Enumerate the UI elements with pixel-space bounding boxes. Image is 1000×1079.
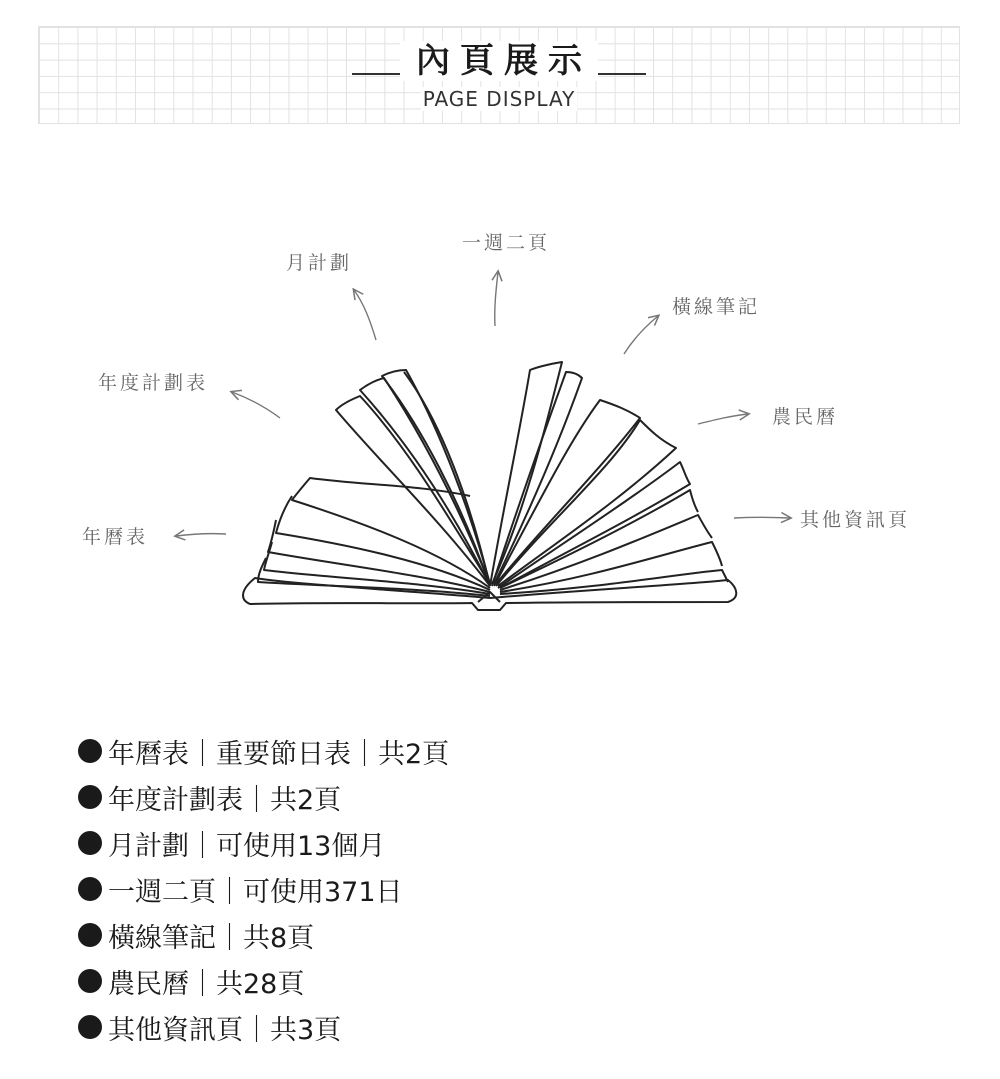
item-separator: ｜	[189, 830, 216, 862]
item-name: 年度計劃表	[108, 784, 243, 816]
arrow-yearly-plan	[232, 392, 280, 418]
item-name: 月計劃	[108, 830, 189, 862]
item-name: 年曆表	[108, 738, 189, 770]
page-title: 內頁展示	[400, 41, 598, 81]
arrow-other-info	[734, 517, 790, 518]
page-header	[38, 26, 960, 124]
book-illustration	[0, 200, 1000, 660]
label-yearly-plan: 年度計劃表	[98, 372, 209, 394]
list-item	[78, 912, 449, 958]
bullet-icon	[78, 831, 102, 855]
open-book-drawing	[0, 200, 1000, 660]
item-separator: ｜	[189, 968, 216, 1000]
list-item	[78, 866, 449, 912]
bullet-icon	[78, 877, 102, 901]
arrow-yearly-calendar	[176, 534, 226, 536]
item-detail: 重要節日表	[216, 738, 351, 770]
item-detail: 共8頁	[243, 922, 315, 954]
list-item	[78, 728, 449, 774]
item-detail: 可使用13個月	[216, 830, 386, 862]
arrow-lunar	[698, 414, 748, 424]
item-name: 橫線筆記	[108, 922, 216, 954]
list-item	[78, 774, 449, 820]
bullet-icon	[78, 785, 102, 809]
title-rule-right	[598, 73, 646, 75]
page-subtitle	[39, 87, 959, 111]
item-extra: 共2頁	[378, 738, 450, 770]
bullet-icon	[78, 739, 102, 763]
title-rule-left	[352, 73, 400, 75]
arrow-lined-notes	[624, 316, 658, 354]
item-separator: ｜	[189, 738, 216, 770]
item-separator: ｜	[216, 876, 243, 908]
contents-list	[78, 728, 449, 1050]
list-item	[78, 958, 449, 1004]
item-separator: ｜	[351, 738, 378, 770]
item-detail: 共28頁	[216, 968, 305, 1000]
item-detail: 共3頁	[270, 1014, 342, 1046]
bullet-icon	[78, 969, 102, 993]
label-lined-notes: 橫線筆記	[672, 296, 761, 318]
list-item	[78, 820, 449, 866]
bullet-icon	[78, 1015, 102, 1039]
book-icon	[243, 362, 736, 610]
subtitle-text: PAGE DISPLAY	[422, 87, 576, 111]
label-yearly-calendar: 年曆表	[82, 526, 149, 548]
item-detail: 可使用371日	[243, 876, 403, 908]
label-lunar-calendar: 農民曆	[772, 406, 839, 428]
label-other-info: 其他資訊頁	[800, 509, 911, 531]
item-name: 農民曆	[108, 968, 189, 1000]
arrow-weekly	[495, 272, 498, 326]
item-name: 一週二頁	[108, 876, 216, 908]
bullet-icon	[78, 923, 102, 947]
item-separator: ｜	[243, 1014, 270, 1046]
item-detail: 共2頁	[270, 784, 342, 816]
item-separator: ｜	[243, 784, 270, 816]
item-name: 其他資訊頁	[108, 1014, 243, 1046]
label-monthly-plan: 月計劃	[286, 252, 353, 274]
arrow-monthly-plan	[354, 290, 376, 340]
title-row	[39, 41, 959, 81]
list-item	[78, 1004, 449, 1050]
item-separator: ｜	[216, 922, 243, 954]
label-weekly-two-pages: 一週二頁	[462, 232, 551, 254]
